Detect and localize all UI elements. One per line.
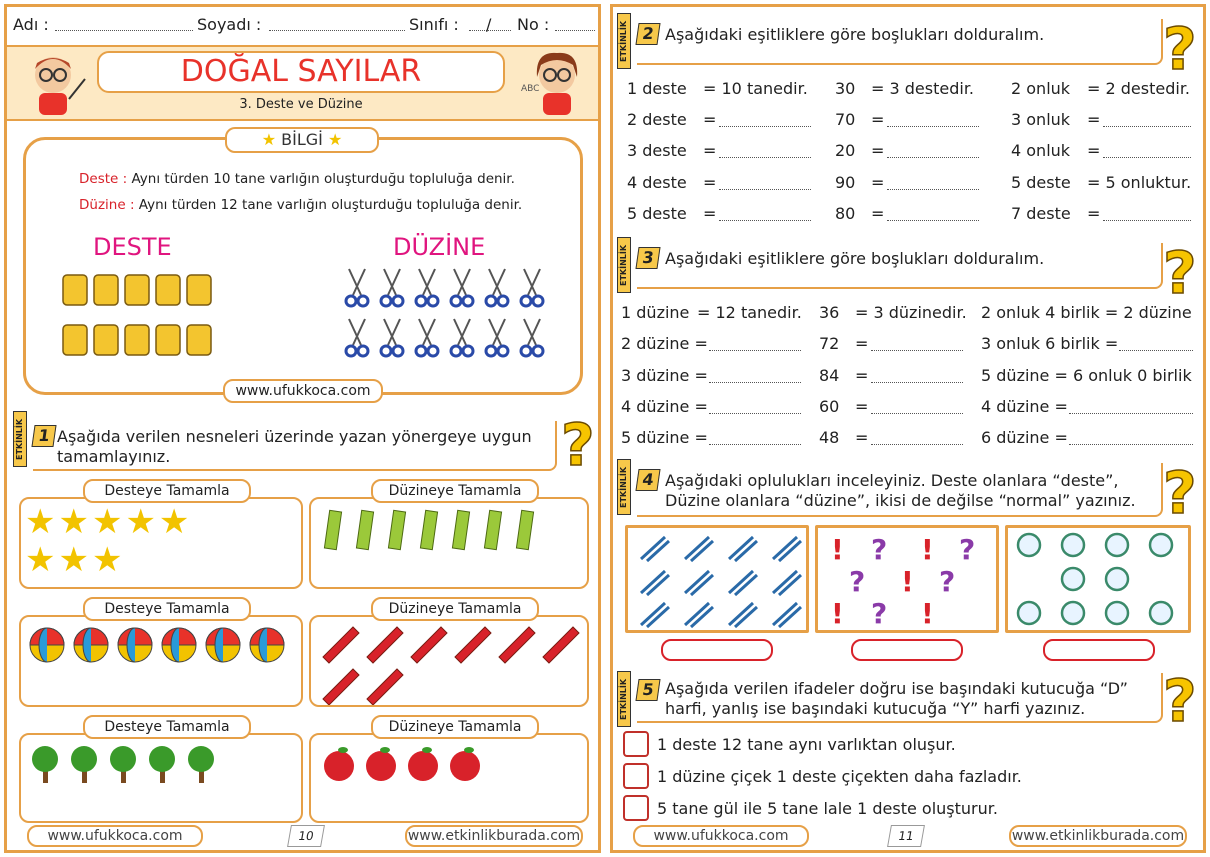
name-field[interactable] [55,19,193,31]
star-icon: ★ [327,130,343,149]
task-label: Düzineye Tamamla [371,479,539,503]
beach-balls-icon-group [27,625,297,665]
task-label: Desteye Tamamla [83,479,251,503]
act2-cell: 5 deste [627,204,687,223]
page-subtitle: 3. Deste ve Düzine [239,97,363,112]
act3-cell: = 3 düzinedir. [855,303,967,322]
answer-blank[interactable] [887,178,979,190]
act3-cell: 1 düzine [621,303,690,322]
question-mark-icon [559,407,599,473]
compasses-icon-group [635,531,803,629]
svg-text:?: ? [1163,15,1197,77]
etkinlik-tag: ETKİNLİK [617,671,631,727]
question-exclamation-icon-group [823,529,993,629]
info-label: BİLGİ [281,130,323,149]
answer-blank[interactable] [719,115,811,127]
answer-blank[interactable] [709,433,801,445]
true-false-checkbox[interactable] [623,763,649,789]
svg-text:?: ? [871,533,888,566]
act3-cell: 2 düzine = [621,334,708,353]
act2-cell: 5 deste [1011,173,1071,192]
worksheet-page-left [4,4,601,853]
task-label: Desteye Tamamla [83,597,251,621]
teacher-girl-icon [517,47,589,119]
etkinlik-tag: ETKİNLİK [617,13,631,69]
act3-cell: 84 [819,366,840,385]
duzine-definition [79,197,522,213]
svg-text:!: ! [901,565,914,598]
act2-cell: 3 onluk [1011,110,1071,129]
deste-term: Deste : [79,171,128,187]
answer-blank[interactable] [871,339,963,351]
deste-definition [79,171,515,187]
task-label: Düzineye Tamamla [371,597,539,621]
activity1-instruction: Aşağıda verilen nesneleri üzerinde yazan yönergeye uygun tamamlayınız. [57,427,532,466]
task-label: Desteye Tamamla [83,715,251,739]
footer-url-left[interactable]: www.ufukkoca.com [633,825,809,847]
true-false-checkbox[interactable] [623,731,649,757]
act3-cell: 4 düzine = [621,397,708,416]
answer-blank[interactable] [1069,402,1193,414]
act3-cell: 4 düzine = [981,397,1068,416]
act2-cell: = [703,173,717,192]
info-url[interactable]: www.ufukkoca.com [223,379,383,403]
svg-text:ABC: ABC [521,84,540,94]
act2-cell: 2 deste [627,110,687,129]
act3-cell: 6 düzine = [981,428,1068,447]
question-mark-icon [1161,455,1201,521]
answer-blank[interactable] [719,209,811,221]
worksheet-page-right [610,4,1206,853]
class-slash: / [486,15,492,34]
deste-def: Aynı türden 10 tane varlığın oluşturduğu topluluğa denir. [131,171,515,187]
act2-cell: 90 [835,173,856,192]
sharpener-group-icon [59,269,219,365]
act3-cell: = [855,366,869,385]
activity-number: 4 [635,469,660,491]
pencils-icon-group [319,621,583,705]
stars-icon-group: ★★★★★ ★★★ [25,502,193,580]
act2-cell: = [1087,204,1101,223]
answer-blank[interactable] [1103,146,1191,158]
question-mark-icon [1161,235,1201,301]
act2-cell: = [703,141,717,160]
activity-number: 3 [635,247,660,269]
act2-cell: = [871,173,885,192]
act3-cell: 5 düzine = [621,428,708,447]
statement: 5 tane gül ile 5 tane lale 1 deste oluşturur. [657,799,998,818]
answer-blank[interactable] [1069,433,1193,445]
etkinlik-tag: ETKİNLİK [13,411,27,467]
duzine-def: Aynı türden 12 tane varlığın oluşturduğu topluluğa denir. [138,197,523,213]
group-answer-input[interactable] [1043,639,1155,661]
svg-text:!: ! [921,533,934,566]
act3-cell: = [855,397,869,416]
answer-blank[interactable] [709,339,801,351]
page-number: 10 [287,825,325,847]
name-label: Adı : [13,15,49,34]
act2-cell: = [703,110,717,129]
answer-blank[interactable] [1119,339,1193,351]
activity-number: 1 [31,425,56,447]
act3-cell: = [855,334,869,353]
activity5-instruction: Aşağıda verilen ifadeler doğru ise başındaki kutucuğa “D” harfi, yanlış ise başındaki kutucuğa “Y” harfi yazınız. [665,679,1128,718]
svg-text:?: ? [1163,459,1197,521]
act2-cell: 3 deste [627,141,687,160]
act2-cell: 70 [835,110,856,129]
etkinlik-tag: ETKİNLİK [617,459,631,515]
group-answer-input[interactable] [851,639,963,661]
trees-icon-group [29,743,229,785]
info-label-pill [225,127,379,153]
star-icon: ★ [261,130,277,149]
true-false-checkbox[interactable] [623,795,649,821]
svg-text:?: ? [1163,239,1197,301]
act2-cell: = [1087,110,1101,129]
act3-cell: = [855,428,869,447]
answer-blank[interactable] [871,402,963,414]
act2-cell: = [871,141,885,160]
footer-url-left[interactable]: www.ufukkoca.com [27,825,203,847]
act2-cell: 80 [835,204,856,223]
act3-cell: 72 [819,334,840,353]
surname-label: Soyadı : [197,15,262,34]
answer-blank[interactable] [709,402,801,414]
act3-cell: 48 [819,428,840,447]
act2-cell: = [1087,141,1101,160]
act2-cell: 20 [835,141,856,160]
rulers-icon-group [323,507,553,553]
answer-blank[interactable] [709,371,801,383]
svg-text:!: ! [921,597,934,629]
scissors-group-icon [339,265,549,365]
svg-text:?: ? [561,411,595,473]
duzine-term: Düzine : [79,197,135,213]
answer-blank[interactable] [871,371,963,383]
answer-blank[interactable] [1103,209,1191,221]
svg-text:!: ! [831,597,844,629]
act2-cell: = 3 destedir. [871,79,975,98]
svg-text:?: ? [939,565,956,598]
activity2-instruction: Aşağıdaki eşitliklere göre boşlukları dolduralım. [665,25,1045,44]
act3-cell: = 12 tanedir. [697,303,802,322]
act2-cell: = 5 onluktur. [1087,173,1192,192]
task-label: Düzineye Tamamla [371,715,539,739]
answer-blank[interactable] [719,178,811,190]
act3-cell: 5 düzine = 6 onluk 0 birlik [981,366,1192,385]
answer-blank[interactable] [887,146,979,158]
question-mark-icon [1161,11,1201,77]
etkinlik-tag: ETKİNLİK [617,237,631,293]
act2-cell: 4 deste [627,173,687,192]
act2-cell: 30 [835,79,856,98]
footer-url-right[interactable]: www.etkinlikburada.com [405,825,583,847]
answer-blank[interactable] [871,433,963,445]
act2-row: 1 deste [627,79,687,98]
answer-blank[interactable] [887,115,979,127]
svg-text:!: ! [831,533,844,566]
surname-field[interactable] [269,19,405,31]
footer-url-right[interactable]: www.etkinlikburada.com [1009,825,1187,847]
act2-cell: 4 onluk [1011,141,1071,160]
svg-text:?: ? [871,597,888,629]
answer-blank[interactable] [1103,115,1191,127]
activity-number: 2 [635,23,660,45]
act2-cell: = 2 destedir. [1087,79,1191,98]
no-field[interactable] [555,19,595,31]
answer-blank[interactable] [719,146,811,158]
deste-heading: DESTE [93,233,172,261]
class-label: Sınıfı : [409,15,459,34]
act2-cell: 7 deste [1011,204,1071,223]
act2-cell: 2 onluk [1011,79,1071,98]
act2-cell: = [871,204,885,223]
group-answer-input[interactable] [661,639,773,661]
teacher-boy-icon [19,49,89,119]
question-mark-icon [1161,663,1201,729]
activity3-instruction: Aşağıdaki eşitliklere göre boşlukları dolduralım. [665,249,1045,268]
svg-text:?: ? [959,533,976,566]
activity-number: 5 [635,679,660,701]
answer-blank[interactable] [887,209,979,221]
act2-cell: = [703,204,717,223]
svg-text:?: ? [1163,667,1197,729]
act3-cell: 36 [819,303,840,322]
no-label: No : [517,15,550,34]
act3-cell: 3 onluk 6 birlik = [981,334,1119,353]
activity4-instruction: Aşağıdaki oplulukları inceleyiniz. Deste olanlara “deste”, Düzine olanlara “düzine”, ikisi de değilse “normal” yazınız. [665,471,1136,510]
act3-cell: 2 onluk 4 birlik = 2 düzine [981,303,1192,322]
statement: 1 deste 12 tane aynı varlıktan oluşur. [657,735,956,754]
alarm-clocks-icon-group [1013,529,1185,629]
statement: 1 düzine çiçek 1 deste çiçekten daha fazladır. [657,767,1022,786]
act2-cell: = 10 tanedir. [703,79,808,98]
act3-cell: 3 düzine = [621,366,708,385]
act2-cell: = [871,110,885,129]
svg-text:?: ? [849,565,866,598]
act3-cell: 60 [819,397,840,416]
page-number: 11 [887,825,925,847]
page-title: DOĞAL SAYILAR [97,51,505,93]
apples-icon-group [321,745,491,783]
duzine-heading: DÜZİNE [393,233,486,261]
